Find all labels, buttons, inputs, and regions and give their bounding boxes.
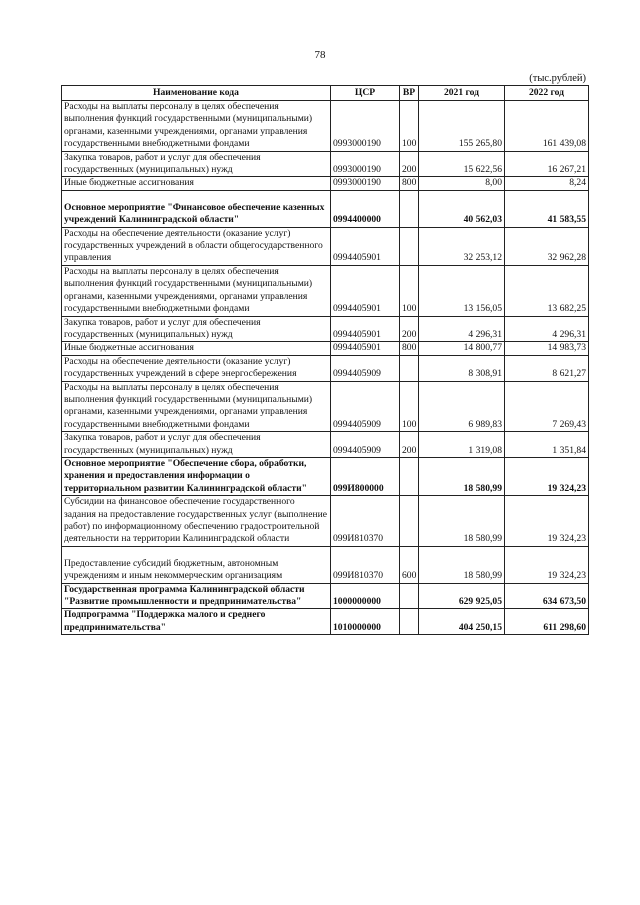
row-csr: 0993000190: [331, 177, 400, 190]
row-name: Закупка товаров, работ и услуг для обеспечения государственных (муниципальных) нужд: [62, 432, 331, 458]
row-2021: 8,00: [419, 177, 505, 190]
row-2021: 1 319,08: [419, 432, 505, 458]
row-2021: 40 562,03: [419, 190, 505, 227]
row-2022: 19 324,23: [505, 546, 589, 583]
row-csr: 099И810370: [331, 546, 400, 583]
table-row: [62, 316, 589, 342]
row-2022: 8 621,27: [505, 355, 589, 381]
row-vr: 800: [400, 342, 419, 355]
row-name: Расходы на обеспечение деятельности (оказание услуг) государственных учреждений в сфере энергосбережения: [62, 355, 331, 381]
row-2022: 611 298,60: [505, 609, 589, 635]
row-2022: 161 439,08: [505, 101, 589, 152]
row-name: Иные бюджетные ассигнования: [62, 177, 331, 190]
row-vr: [400, 227, 419, 265]
row-2022: 7 269,43: [505, 381, 589, 432]
table-row: [62, 355, 589, 381]
row-name: Расходы на выплаты персоналу в целях обеспечения выполнения функций государственными (муниципальными) органами, казенными учреждениями, органами управления государственными внебюджетными фондами: [62, 381, 331, 432]
row-2021: 32 253,12: [419, 227, 505, 265]
row-name: Расходы на выплаты персоналу в целях обеспечения выполнения функций государственными (муниципальными) органами, казенными учреждениями, органами управления государственными внебюджетными фондами: [62, 101, 331, 152]
row-2022: 16 267,21: [505, 151, 589, 177]
row-csr: 099И810370: [331, 496, 400, 547]
row-2021: 13 156,05: [419, 265, 505, 316]
row-vr: 200: [400, 432, 419, 458]
row-vr: [400, 457, 419, 495]
row-2021: 404 250,15: [419, 609, 505, 635]
row-csr: 0993000190: [331, 101, 400, 152]
row-vr: 800: [400, 177, 419, 190]
row-csr: 0994405901: [331, 227, 400, 265]
header-name: Наименование кода: [62, 86, 331, 101]
row-csr: 1010000000: [331, 609, 400, 635]
row-2022: 14 983,73: [505, 342, 589, 355]
header-vr: ВР: [400, 86, 419, 101]
row-2022: 634 673,50: [505, 583, 589, 609]
row-name: Закупка товаров, работ и услуг для обеспечения государственных (муниципальных) нужд: [62, 151, 331, 177]
table-row: [62, 342, 589, 355]
table-row: [62, 101, 589, 152]
row-csr: 0994400000: [331, 190, 400, 227]
row-name: Подпрограмма "Поддержка малого и среднего предпринимательства": [62, 609, 331, 635]
row-vr: [400, 496, 419, 547]
table-row: [62, 151, 589, 177]
row-vr: [400, 355, 419, 381]
units-label: (тыс.рублей): [529, 73, 586, 84]
row-2021: 8 308,91: [419, 355, 505, 381]
row-2022: 19 324,23: [505, 457, 589, 495]
row-csr: 0994405901: [331, 265, 400, 316]
row-name: Государственная программа Калининградской области "Развитие промышленности и предпринимательства": [62, 583, 331, 609]
table-row: [62, 227, 589, 265]
table-row: [62, 381, 589, 432]
row-name: Основное мероприятие "Финансовое обеспечение казенных учреждений Калининградской области": [62, 190, 331, 227]
row-csr: 1000000000: [331, 583, 400, 609]
row-2021: 15 622,56: [419, 151, 505, 177]
table-row: [62, 546, 589, 583]
row-name: Субсидии на финансовое обеспечение государственного задания на предоставление государственных услуг (выполнение работ) по информационному обеспечению градостроительной деятельности на территории Калининградской области: [62, 496, 331, 547]
row-2022: 4 296,31: [505, 316, 589, 342]
row-name: Расходы на выплаты персоналу в целях обеспечения выполнения функций государственными (муниципальными) органами, казенными учреждениями, органами управления государственными внебюджетными фондами: [62, 265, 331, 316]
row-vr: 100: [400, 381, 419, 432]
row-2021: 629 925,05: [419, 583, 505, 609]
row-2021: 6 989,83: [419, 381, 505, 432]
row-vr: [400, 583, 419, 609]
row-2022: 19 324,23: [505, 496, 589, 547]
row-2022: 41 583,55: [505, 190, 589, 227]
table-row: [62, 496, 589, 547]
header-2022: 2022 год: [505, 86, 589, 101]
row-csr: 099И800000: [331, 457, 400, 495]
row-vr: 100: [400, 101, 419, 152]
row-vr: 100: [400, 265, 419, 316]
row-2022: 1 351,84: [505, 432, 589, 458]
row-2021: 14 800,77: [419, 342, 505, 355]
row-csr: 0994405901: [331, 342, 400, 355]
table-row: [62, 265, 589, 316]
row-2021: 18 580,99: [419, 546, 505, 583]
table-row-section: [62, 583, 589, 609]
row-2022: 8,24: [505, 177, 589, 190]
table-row-section: [62, 609, 589, 635]
row-vr: 200: [400, 151, 419, 177]
row-2021: 155 265,80: [419, 101, 505, 152]
row-name: Закупка товаров, работ и услуг для обеспечения государственных (муниципальных) нужд: [62, 316, 331, 342]
row-2021: 18 580,99: [419, 496, 505, 547]
row-vr: 200: [400, 316, 419, 342]
row-csr: 0994405901: [331, 316, 400, 342]
row-2022: 13 682,25: [505, 265, 589, 316]
table-row: [62, 432, 589, 458]
table-row-section: [62, 190, 589, 227]
row-vr: 600: [400, 546, 419, 583]
page-number: 78: [314, 49, 326, 61]
row-name: Иные бюджетные ассигнования: [62, 342, 331, 355]
row-name: Предоставление субсидий бюджетным, автономным учреждениям и иным некоммерческим организациям: [62, 546, 331, 583]
header-2021: 2021 год: [419, 86, 505, 101]
row-csr: 0993000190: [331, 151, 400, 177]
header-csr: ЦСР: [331, 86, 400, 101]
row-csr: 0994405909: [331, 381, 400, 432]
row-2022: 32 962,28: [505, 227, 589, 265]
row-name: Основное мероприятие "Обеспечение сбора, обработки, хранения и предоставления информации о территориальном развитии Калининградской области": [62, 457, 331, 495]
row-vr: [400, 609, 419, 635]
row-csr: 0994405909: [331, 432, 400, 458]
budget-table: [61, 85, 589, 635]
table-row-section: [62, 457, 589, 495]
row-name: Расходы на обеспечение деятельности (оказание услуг) государственных учреждений в области общегосударственного управления: [62, 227, 331, 265]
table-row: [62, 177, 589, 190]
row-csr: 0994405909: [331, 355, 400, 381]
row-2021: 4 296,31: [419, 316, 505, 342]
row-vr: [400, 190, 419, 227]
table-header-row: [62, 86, 589, 101]
row-2021: 18 580,99: [419, 457, 505, 495]
